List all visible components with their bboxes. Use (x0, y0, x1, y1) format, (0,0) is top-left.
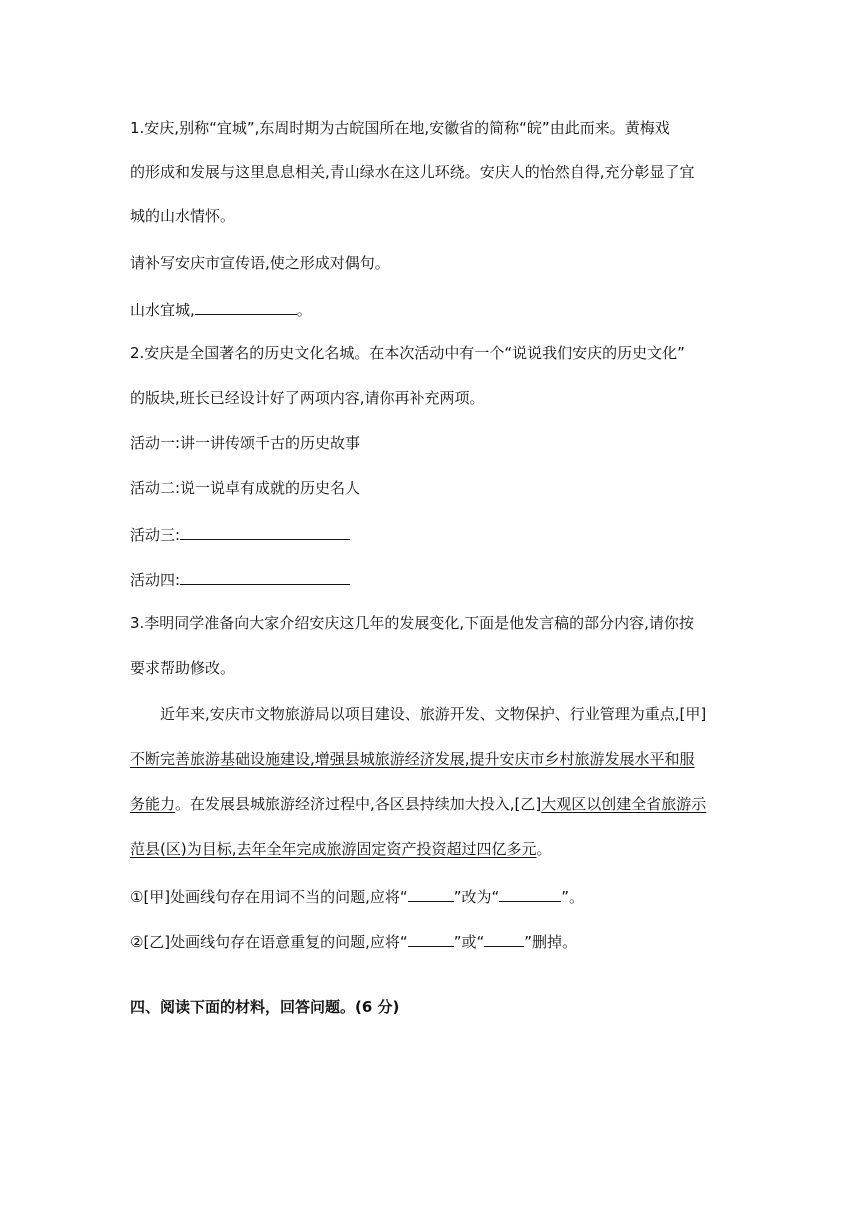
q1-line-1: 1.安庆,别称“宜城”,东周时期为古皖国所在地,安徽省的简称“皖”由此而来。黄梅戏 (130, 119, 670, 137)
q1-answer-line (130, 297, 312, 321)
q1-line-3: 城的山水情怀。 (130, 207, 236, 225)
q3-sub1-text-b: ”改为“ (453, 888, 500, 906)
section-4-heading: 四、阅读下面的材料，回答问题。(6 分) (130, 998, 400, 1016)
q1-prompt: 请补写安庆市宣传语,使之形成对偶句。 (130, 254, 390, 272)
q3-passage-line-1: 近年来,安庆市文物旅游局以项目建设、旅游开发、文物保护、行业管理为重点,[甲] (160, 705, 707, 723)
q3-line-1: 3.李明同学准备向大家介绍安庆这几年的发展变化,下面是他发言稿的部分内容,请你按 (130, 614, 694, 632)
q3-sub1-text-a: ①[甲]处画线句存在用词不当的问题,应将“ (130, 888, 408, 906)
q3-line-2: 要求帮助修改。 (130, 659, 236, 677)
q2-activity-3-blank[interactable] (180, 522, 350, 540)
q1-answer-blank[interactable] (195, 297, 297, 315)
q2-activity-4 (130, 567, 350, 591)
q2-activity-4-label: 活动四: (130, 571, 181, 589)
q2-activity-3 (130, 522, 350, 546)
q3-underline-yi-end: 范县(区)为目标,去年全年完成旅游固定资产投资超过四亿多元 (130, 840, 537, 858)
q2-activity-3-label: 活动三: (130, 526, 181, 544)
q3-underline-yi-start: 大观区以创建全省旅游示 (541, 795, 707, 813)
q1-line-2: 的形成和发展与这里息息相关,青山绿水在这儿环绕。安庆人的怡然自得,充分彰显了宜 (130, 163, 695, 181)
q2-activity-4-blank[interactable] (180, 567, 350, 585)
q3-sub2-blank-2[interactable] (484, 929, 524, 947)
q2-line-2: 的版块,班长已经设计好了两项内容,请你再补充两项。 (130, 389, 485, 407)
q3-sub-question-2 (130, 929, 577, 953)
q3-sub2-blank-1[interactable] (408, 929, 454, 947)
q3-passage-line-3 (130, 793, 706, 815)
q3-sub1-blank-1[interactable] (408, 884, 454, 902)
q2-activity-2: 活动二:说一说卓有成就的历史名人 (130, 479, 361, 497)
q3-sub2-text-b: ”或“ (453, 933, 485, 951)
q3-passage-line-2-underlined: 不断完善旅游基础设施建设,增强县城旅游经济发展,提升安庆市乡村旅游发展水平和服 (130, 750, 695, 768)
q1-answer-prefix: 山水宜城, (130, 301, 195, 319)
q3-sub1-blank-2[interactable] (499, 884, 561, 902)
q3-passage-text: 。在发展县城旅游经济过程中,各区县持续加大投入,[乙] (175, 795, 542, 813)
q3-passage-end: 。 (536, 840, 552, 858)
q3-sub2-text-a: ②[乙]处画线句存在语意重复的问题,应将“ (130, 933, 408, 951)
q2-line-1: 2.安庆是全国著名的历史文化名城。在本次活动中有一个“说说我们安庆的历史文化” (130, 344, 685, 362)
q3-sub1-text-c: ”。 (561, 888, 585, 906)
q1-answer-suffix: 。 (296, 301, 312, 319)
q3-sub-question-1 (130, 884, 584, 908)
q2-activity-1: 活动一:讲一讲传颂千古的历史故事 (130, 434, 361, 452)
q3-underline-jia-end: 务能力 (130, 795, 176, 813)
q3-passage-line-4 (130, 838, 552, 860)
q3-sub2-text-c: ”删掉。 (524, 933, 578, 951)
